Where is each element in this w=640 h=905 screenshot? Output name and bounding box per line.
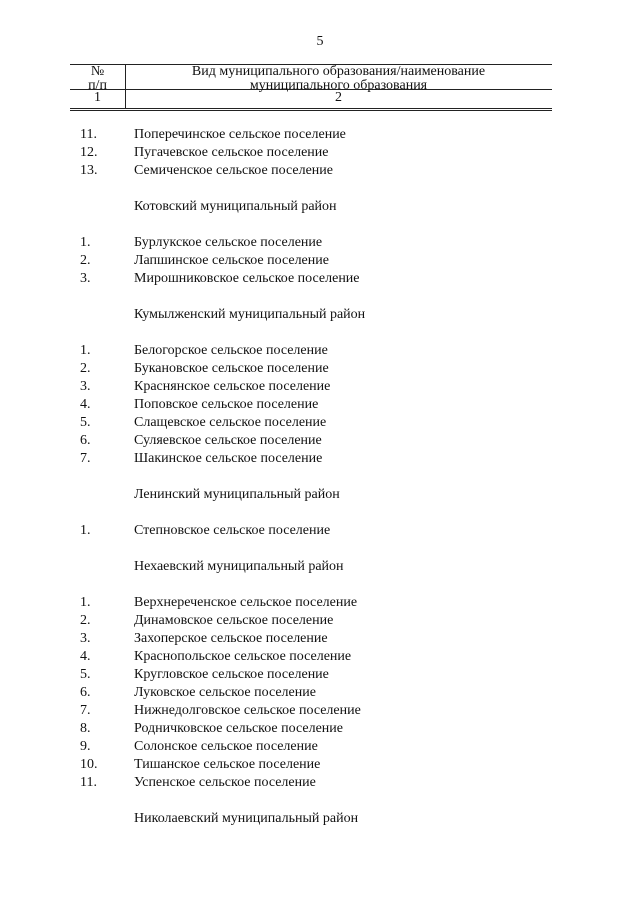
item-name: Мирошниковское сельское поселение (134, 271, 360, 286)
header-rule-bottom-double (70, 110, 552, 111)
item-name: Шакинское сельское поселение (134, 451, 323, 466)
district-heading: Кумылженский муниципальный район (134, 307, 366, 322)
district-heading: Котовский муниципальный район (134, 199, 337, 214)
item-name: Белогорское сельское поселение (134, 343, 328, 358)
header-title-label: Вид муниципального образования/наименование муниципального образования (191, 64, 486, 93)
item-number: 5. (80, 667, 91, 682)
item-name: Букановское сельское поселение (134, 361, 329, 376)
item-name: Слащевское сельское поселение (134, 415, 327, 430)
item-name: Кругловское сельское поселение (134, 667, 329, 682)
item-name: Семиченское сельское поселение (134, 163, 334, 178)
item-number: 12. (80, 145, 98, 160)
item-number: 6. (80, 433, 91, 448)
item-number: 6. (80, 685, 91, 700)
item-number: 3. (80, 379, 91, 394)
item-name: Солонское сельское поселение (134, 739, 318, 754)
item-number: 5. (80, 415, 91, 430)
item-name: Краснопольское сельское поселение (134, 649, 352, 664)
item-name: Бурлукское сельское поселение (134, 235, 323, 250)
item-name: Тишанское сельское поселение (134, 757, 321, 772)
district-heading: Нехаевский муниципальный район (134, 559, 344, 574)
item-name: Пугачевское сельское поселение (134, 145, 329, 160)
header-number-label: № п/п (88, 64, 107, 93)
item-name: Степновское сельское поселение (134, 523, 331, 538)
header-rule-bottom (70, 108, 552, 109)
item-name: Краснянское сельское поселение (134, 379, 331, 394)
item-number: 7. (80, 703, 91, 718)
table-header (70, 64, 552, 110)
district-heading: Николаевский муниципальный район (134, 811, 359, 826)
item-number: 8. (80, 721, 91, 736)
item-number: 4. (80, 649, 91, 664)
item-name: Суляевское сельское поселение (134, 433, 322, 448)
item-number: 3. (80, 271, 91, 286)
item-number: 1. (80, 343, 91, 358)
item-number: 3. (80, 631, 91, 646)
item-number: 11. (80, 775, 97, 790)
item-name: Динамовское сельское поселение (134, 613, 334, 628)
item-name: Успенское сельское поселение (134, 775, 316, 790)
item-number: 11. (80, 127, 97, 142)
district-heading: Ленинский муниципальный район (134, 487, 340, 502)
item-number: 2. (80, 361, 91, 376)
item-number: 4. (80, 397, 91, 412)
item-name: Захоперское сельское поселение (134, 631, 328, 646)
item-number: 1. (80, 523, 91, 538)
item-number: 2. (80, 613, 91, 628)
item-name: Лапшинское сельское поселение (134, 253, 329, 268)
item-number: 1. (80, 235, 91, 250)
item-number: 1. (80, 595, 91, 610)
item-name: Луковское сельское поселение (134, 685, 316, 700)
item-number: 13. (80, 163, 98, 178)
item-number: 2. (80, 253, 91, 268)
item-name: Поповское сельское поселение (134, 397, 319, 412)
page-number: 5 (316, 34, 324, 49)
item-number: 9. (80, 739, 91, 754)
item-number: 10. (80, 757, 98, 772)
item-name: Поперечинское сельское поселение (134, 127, 346, 142)
item-name: Нижнедолговское сельское поселение (134, 703, 361, 718)
header-column-2: 2 (335, 90, 342, 105)
item-name: Верхнереченское сельское поселение (134, 595, 358, 610)
header-column-1: 1 (94, 90, 101, 105)
item-name: Родничковское сельское поселение (134, 721, 343, 736)
item-number: 7. (80, 451, 91, 466)
